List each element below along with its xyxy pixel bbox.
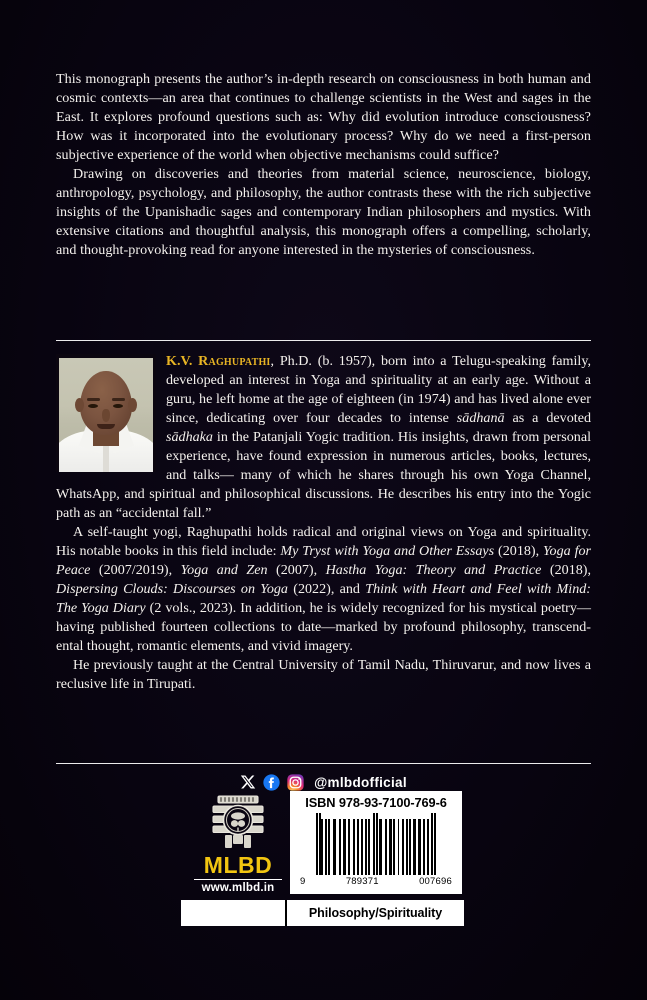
isbn-barcode-box	[290, 791, 462, 894]
author-bio-part-2: as a devoted	[504, 410, 591, 426]
barcode-digit-left: 9	[300, 876, 306, 887]
books-outro: In addition, he is widely recognized for his mystical poetry—having published fourteen collections to date—marked by profound philosophy, transcend-ental thought, romantic elements, and vivid imagery.	[56, 600, 591, 654]
blurb-paragraph-2: Drawing on discoveries and theories from material science, neuroscience, biology, anthropology, psychology, and philosophy, the author contrasts these with the rich subjective insights of the Upanishadic sages and contemporary Indian philosophers and mystics. With extensive citations and thoughtful analysis, this monograph offers a compelling, scholarly, and thought-provoking read for anyone interested in the mysteries of consciousness.	[56, 166, 591, 258]
publisher-name: MLBD	[203, 852, 273, 878]
publisher-website: www.mlbd.in	[201, 882, 275, 894]
divider-above-author	[56, 340, 591, 341]
instagram-icon[interactable]	[287, 774, 304, 791]
author-bio-part-1: , Ph.D. (b. 1957), born into a Telugu-speaking family, developed an interest in Yoga and spirituality at an early age. Without a guru, he left home at the age of eighteen (in 1974) and has lived alone ever since, dedicating over four decades to intense	[166, 353, 591, 426]
book-year: (2018),	[494, 543, 544, 559]
publisher-logo-block	[188, 792, 288, 894]
barcode-digits	[298, 875, 454, 887]
social-handle: @mlbdofficial	[314, 774, 407, 790]
author-photo	[56, 354, 156, 472]
isbn-number: ISBN 978-93-7100-769-6	[305, 795, 447, 810]
books-intro: A self-taught yogi, Raghupathi holds radical and original views on Yoga and spirituality. His notable books in this field include:	[56, 524, 591, 559]
barcode-bars	[298, 813, 454, 875]
category-label: Philosophy/Spirituality	[308, 906, 443, 920]
barcode-digit-right: 007696	[419, 876, 452, 887]
book-title: Think with Heart and Feel with Mind: The Yoga Diary	[56, 581, 591, 616]
author-name: K.V. Raghupathi	[166, 353, 271, 369]
author-closing-paragraph: He previously taught at the Central University of Tamil Nadu, Thiruvarur, and now lives a reclusive life in Tirupati.	[56, 657, 591, 692]
sadhana-term: sādhanā	[456, 410, 505, 426]
mlbd-emblem-icon	[188, 792, 288, 852]
blurb-paragraph-1: This monograph presents the author’s in-depth research on consciousness in both human and cosmic contexts—an area that continues to challenge scientists in the West and sages in the East. It explores profound questions such as: Why did evolution introduce consciousness? How was it incorporated into the evolutionary process? Why do we need a first-person subjective experience of the world when objective mechanisms could suffice?	[56, 71, 591, 163]
social-media-row	[0, 772, 647, 792]
barcode-digit-mid: 789371	[345, 876, 379, 887]
book-year: (2007/2019),	[90, 562, 181, 578]
book-year: (2 vols., 2023).	[145, 600, 241, 616]
logo-divider	[194, 879, 282, 880]
author-books-paragraph	[56, 523, 591, 656]
author-surname: Raghupathi	[198, 353, 271, 369]
book-title: Yoga for Peace	[56, 543, 592, 578]
author-bio-section	[56, 352, 591, 694]
book-title: My Tryst with Yoga and Other Essays	[280, 543, 495, 559]
facebook-icon[interactable]	[263, 774, 280, 791]
book-description	[56, 70, 591, 260]
book-title: Hastha Yoga: Theory and Practice	[325, 562, 542, 578]
author-bio-part-3: in the Patanjali Yogic tradition. His insights, drawn from personal experience, have found expression in numerous articles, books, lectures, and talks— many of which he shares through his own Yoga Channel, WhatsApp, and spiritual and philosophical discussions. He describes his entry into the Yogic path as an “accidental fall.”	[56, 429, 591, 521]
book-year: (2007),	[267, 562, 326, 578]
book-year: (2022), and	[287, 581, 366, 597]
book-year: (2018),	[541, 562, 592, 578]
sadhaka-term: sādhaka	[166, 429, 213, 445]
category-bar-left	[181, 900, 287, 926]
book-title: Yoga and Zen	[180, 562, 268, 578]
category-bar	[181, 900, 464, 926]
book-title: Dispersing Clouds: Discourses on Yoga	[56, 581, 288, 597]
divider-below-author	[56, 763, 591, 764]
x-twitter-icon[interactable]	[240, 774, 256, 790]
